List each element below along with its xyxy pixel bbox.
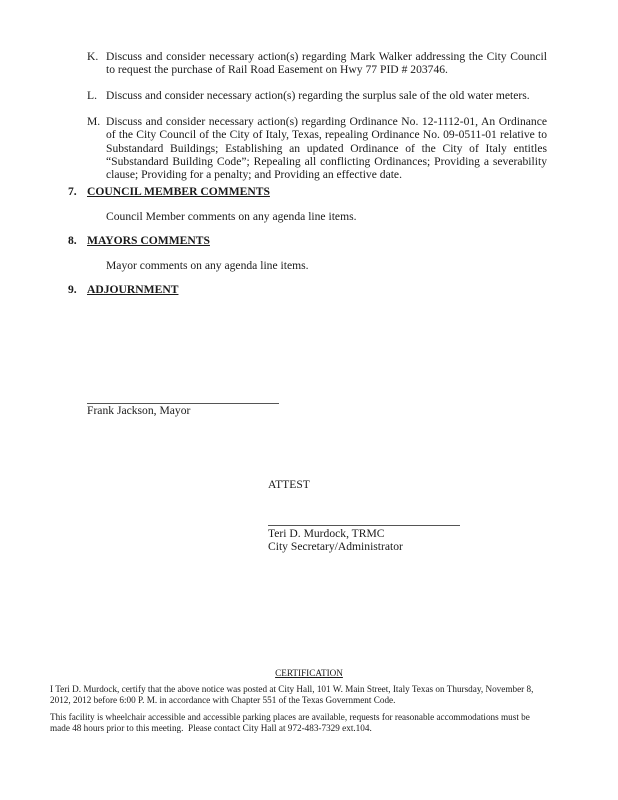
secretary-signature-line	[268, 525, 460, 526]
mayor-name: Frank Jackson, Mayor	[87, 404, 191, 417]
item-letter: M.	[87, 115, 101, 128]
certification-line: I Teri D. Murdock, certify that the above notice was posted at City Hall, 101 W. Main Street, Italy Texas on Thursday, November 8,	[50, 684, 534, 694]
agenda-item-l	[87, 89, 547, 102]
item-text: Discuss and consider necessary action(s) regarding Ordinance No. 12-1112-01, An Ordinance of the City Council of the City of Italy, Texas, repealing Ordinance No. 09-0511-01 relative to Substandard Buildings; Establishing an updated Ordinance of the City of Italy entitles “Substandard Building Code”; Repealing all conflicting Ordinances; Providing a severability clause; Providing for a penalty; and Providing an effective date.	[106, 115, 547, 182]
certification-line: 2012, 2012 before 6:00 P. M. in accordance with Chapter 551 of the Texas Government Code.	[50, 695, 396, 705]
section-council-member-comments	[68, 185, 270, 198]
attest-label: ATTEST	[268, 478, 310, 491]
secretary-name: Teri D. Murdock, TRMC	[268, 527, 385, 540]
section-number: 9.	[68, 283, 77, 296]
certification-title: CERTIFICATION	[275, 668, 343, 678]
agenda-item-m	[87, 115, 547, 181]
certification-paragraph	[50, 684, 550, 706]
section-adjournment	[68, 283, 178, 296]
item-letter: L.	[87, 89, 97, 102]
section-title: ADJOURNMENT	[87, 283, 179, 296]
accessibility-paragraph	[50, 712, 550, 734]
accessibility-line: This facility is wheelchair accessible and accessible parking places are available, requests for reasonable accommodations must be	[50, 712, 530, 722]
item-text: Discuss and consider necessary action(s) regarding the surplus sale of the old water meters.	[106, 89, 530, 102]
section-body: Council Member comments on any agenda line items.	[106, 210, 357, 223]
section-number: 8.	[68, 234, 77, 247]
accessibility-line: made 48 hours prior to this meeting. Please contact City Hall at 972-483-7329 ext.104.	[50, 723, 372, 733]
item-text: Discuss and consider necessary action(s) regarding Mark Walker addressing the City Council to request the purchase of Rail Road Easement on Hwy 77 PID # 203746.	[106, 50, 547, 77]
section-mayors-comments	[68, 234, 210, 247]
secretary-title: City Secretary/Administrator	[268, 540, 403, 553]
item-letter: K.	[87, 50, 99, 63]
agenda-item-k	[87, 50, 547, 77]
section-body: Mayor comments on any agenda line items.	[106, 259, 309, 272]
section-title: COUNCIL MEMBER COMMENTS	[87, 185, 270, 198]
section-title: MAYORS COMMENTS	[87, 234, 210, 247]
section-number: 7.	[68, 185, 77, 198]
